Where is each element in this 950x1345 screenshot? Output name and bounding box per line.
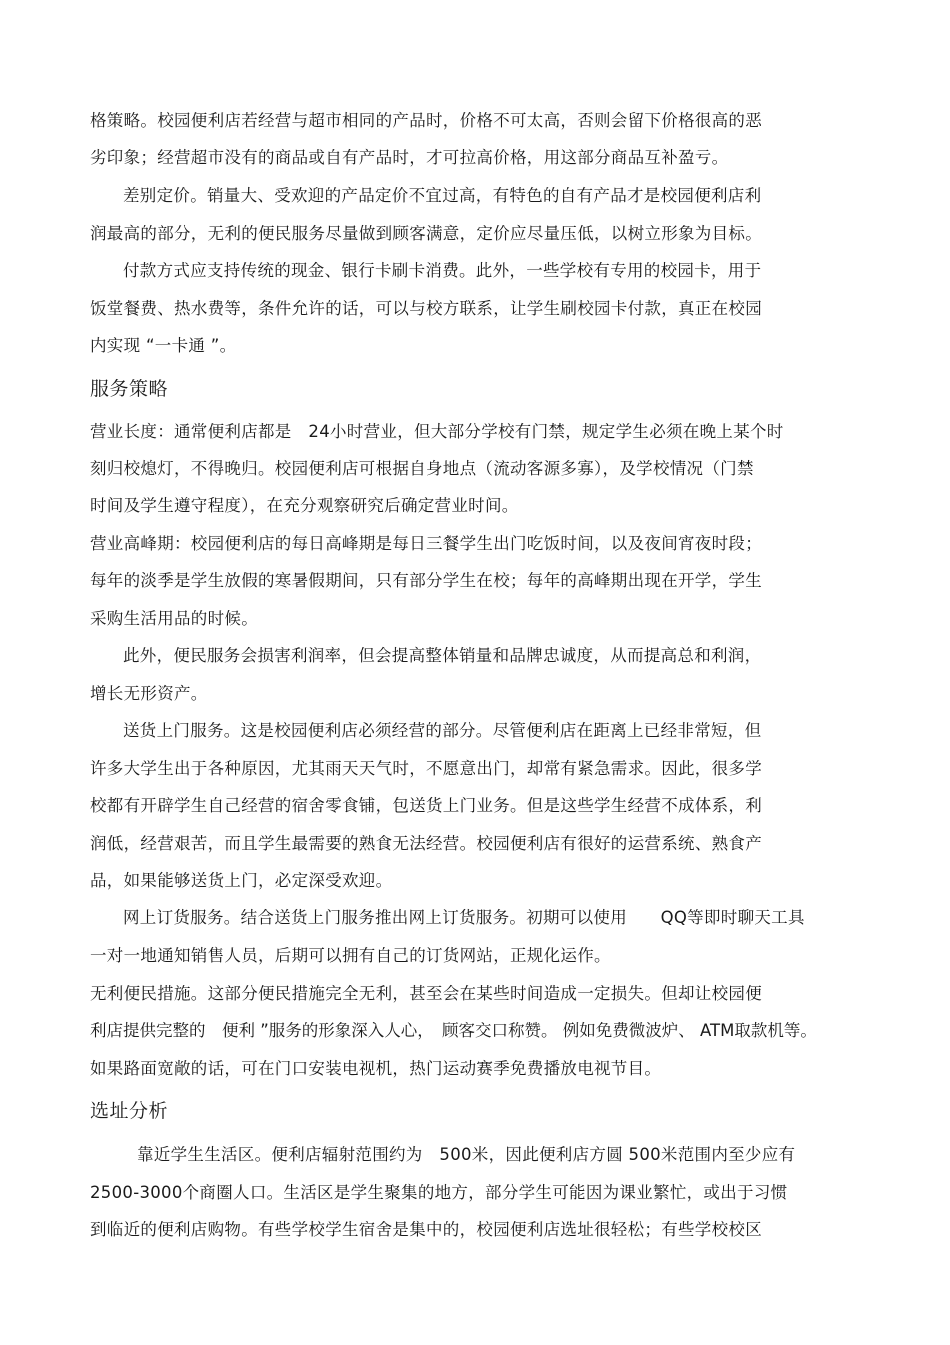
- paragraph-line: 采购生活用品的时候。: [90, 609, 258, 628]
- section-heading-service-strategy: 服务策略: [90, 378, 169, 400]
- paragraph-line: 品，如果能够送货上门，必定深受欢迎。: [90, 871, 393, 890]
- section-heading-site-selection: 选址分析: [90, 1100, 169, 1122]
- paragraph-line: 格策略。校园便利店若经营与超市相同的产品时，价格不可太高，否则会留下价格很高的恶: [90, 111, 762, 130]
- paragraph-line: 一对一地通知销售人员，后期可以拥有自己的订货网站，正规化运作。: [90, 946, 611, 965]
- paragraph-line: 靠近学生生活区。便利店辐射范围约为 500米，因此便利店方圆 500米范围内至少应有: [137, 1145, 796, 1164]
- paragraph-line: 此外，便民服务会损害利润率，但会提高整体销量和品牌忠诚度，从而提高总和利润，: [123, 646, 762, 665]
- paragraph-line: 校都有开辟学生自己经营的宿舍零食铺，包送货上门业务。但是这些学生经营不成体系，利: [90, 796, 762, 815]
- paragraph-line: 营业长度：通常便利店都是 24小时营业，但大部分学校有门禁，规定学生必须在晚上某个时: [90, 422, 784, 441]
- paragraph-line: 如果路面宽敞的话，可在门口安装电视机，热门运动赛季免费播放电视节目。: [90, 1059, 662, 1078]
- paragraph-line: 饭堂餐费、热水费等，条件允许的话，可以与校方联系，让学生刷校园卡付款，真正在校园: [90, 299, 762, 318]
- paragraph-line: 无利便民措施。这部分便民措施完全无利，甚至会在某些时间造成一定损失。但却让校园便: [90, 984, 762, 1003]
- paragraph-line: 内实现 “一卡通 ”。: [90, 336, 237, 355]
- paragraph-line: 网上订货服务。结合送货上门服务推出网上订货服务。初期可以使用 QQ等即时聊天工具: [123, 908, 805, 927]
- paragraph-line: 每年的淡季是学生放假的寒暑假期间，只有部分学生在校；每年的高峰期出现在开学，学生: [90, 571, 762, 590]
- paragraph-line: 差别定价。销量大、受欢迎的产品定价不宜过高，有特色的自有产品才是校园便利店利: [123, 186, 762, 205]
- paragraph-line: 润最高的部分，无利的便民服务尽量做到顾客满意，定价应尽量压低，以树立形象为目标。: [90, 224, 762, 243]
- paragraph-line: 到临近的便利店购物。有些学校学生宿舍是集中的，校园便利店选址很轻松；有些学校校区: [90, 1220, 762, 1239]
- paragraph-line: 许多大学生出于各种原因，尤其雨天天气时，不愿意出门，却常有紧急需求。因此，很多学: [90, 759, 762, 778]
- paragraph-line: 时间及学生遵守程度），在充分观察研究后确定营业时间。: [90, 496, 519, 515]
- paragraph-line: 营业高峰期：校园便利店的每日高峰期是每日三餐学生出门吃饭时间，以及夜间宵夜时段；: [90, 534, 762, 553]
- paragraph-line: 2500-3000个商圈人口。生活区是学生聚集的地方，部分学生可能因为课业繁忙，或出于习惯: [90, 1183, 788, 1202]
- paragraph-line: 送货上门服务。这是校园便利店必须经营的部分。尽管便利店在距离上已经非常短，但: [123, 721, 762, 740]
- paragraph-line: 刻归校熄灯，不得晚归。校园便利店可根据自身地点（流动客源多寡），及学校情况（门禁: [90, 459, 754, 478]
- paragraph-line: 增长无形资产。: [90, 684, 208, 703]
- paragraph-line: 劣印象；经营超市没有的商品或自有产品时，才可拉高价格，用这部分商品互补盈亏。: [90, 148, 729, 167]
- paragraph-line: 利店提供完整的 便利 ”服务的形象深入人心， 顾客交口称赞。 例如免费微波炉、 ATM取款机等。: [90, 1021, 817, 1040]
- paragraph-line: 付款方式应支持传统的现金、银行卡刷卡消费。此外，一些学校有专用的校园卡，用于: [123, 261, 762, 280]
- paragraph-line: 润低，经营艰苦，而且学生最需要的熟食无法经营。校园便利店有很好的运营系统、熟食产: [90, 834, 762, 853]
